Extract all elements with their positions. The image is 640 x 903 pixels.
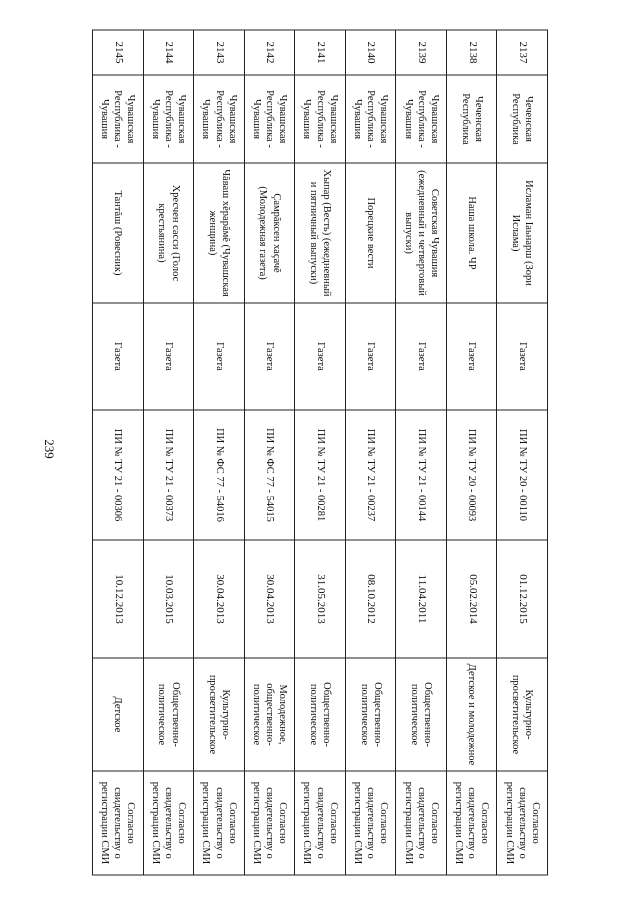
registration-certificate-cell: ПИ № ФС 77 - 54016 <box>194 410 245 540</box>
distribution-territory-cell: Согласно свидетельству о регистрации СМИ <box>143 771 194 875</box>
row-number-cell: 2144 <box>143 30 194 75</box>
row-number-cell: 2141 <box>295 30 346 75</box>
table-body <box>93 30 548 875</box>
registration-certificate-cell: ПИ № ТУ 20 - 00110 <box>497 410 548 540</box>
region-cell: Чувашская Республика - Чувашия <box>295 75 346 163</box>
distribution-form-cell: Газета <box>93 303 144 410</box>
topic-cell: Общественно-политическое <box>345 658 396 771</box>
topic-cell: Культурно-просветительское <box>497 658 548 771</box>
registration-certificate-cell: ПИ № ТУ 20 - 00093 <box>446 410 497 540</box>
table-row <box>497 30 548 875</box>
publication-name-cell: Çамрăксен хаçачĕ (Молодежная газета) <box>244 163 295 303</box>
distribution-form-cell: Газета <box>446 303 497 410</box>
publication-name-cell: Советская Чувашия (ежедневный и четверговый выпуски) <box>396 163 447 303</box>
topic-cell: Молодежное, общественно-политическое <box>244 658 295 771</box>
registration-date-cell: 10.03.2015 <box>143 540 194 658</box>
distribution-territory-cell: Согласно свидетельству о регистрации СМИ <box>446 771 497 875</box>
registration-certificate-cell: ПИ № ТУ 21 - 00281 <box>295 410 346 540</box>
topic-cell: Общественно-политическое <box>143 658 194 771</box>
registration-certificate-cell: ПИ № ТУ 21 - 00144 <box>396 410 447 540</box>
publication-name-cell: Порецкие вести <box>345 163 396 303</box>
publication-name-cell: Наша школа. ЧР <box>446 163 497 303</box>
row-number-cell: 2142 <box>244 30 295 75</box>
distribution-form-cell: Газета <box>497 303 548 410</box>
publication-name-cell: Исламан Iаьнарш (Зори Ислама) <box>497 163 548 303</box>
distribution-territory-cell: Согласно свидетельству о регистрации СМИ <box>295 771 346 875</box>
registration-date-cell: 05.02.2014 <box>446 540 497 658</box>
registration-certificate-cell: ПИ № ТУ 21 - 00373 <box>143 410 194 540</box>
table-row <box>143 30 194 875</box>
media-registry-table <box>92 30 548 876</box>
row-number-cell: 2138 <box>446 30 497 75</box>
table-row <box>446 30 497 875</box>
region-cell: Чувашская Республика - Чувашия <box>345 75 396 163</box>
distribution-form-cell: Газета <box>194 303 245 410</box>
registry-table-rotated <box>92 30 548 875</box>
publication-name-cell: Чăваш хĕрарăмĕ (Чувашская женщина) <box>194 163 245 303</box>
registration-date-cell: 08.10.2012 <box>345 540 396 658</box>
topic-cell: Культурно-просветительское <box>194 658 245 771</box>
distribution-territory-cell: Согласно свидетельству о регистрации СМИ <box>194 771 245 875</box>
distribution-territory-cell: Согласно свидетельству о регистрации СМИ <box>396 771 447 875</box>
table-row <box>295 30 346 875</box>
distribution-form-cell: Газета <box>244 303 295 410</box>
table-row <box>244 30 295 875</box>
page-number: 239 <box>42 439 57 459</box>
registration-certificate-cell: ПИ № ФС 77 - 54015 <box>244 410 295 540</box>
topic-cell: Детское <box>93 658 144 771</box>
row-number-cell: 2137 <box>497 30 548 75</box>
region-cell: Чувашская Республика - Чувашия <box>93 75 144 163</box>
row-number-cell: 2139 <box>396 30 447 75</box>
registration-date-cell: 01.12.2015 <box>497 540 548 658</box>
distribution-territory-cell: Согласно свидетельству о регистрации СМИ <box>345 771 396 875</box>
region-cell: Чувашская Республика - Чувашия <box>244 75 295 163</box>
publication-name-cell: Хыпар (Весть) (ежедневный и пятничный выпуски) <box>295 163 346 303</box>
row-number-cell: 2143 <box>194 30 245 75</box>
table-row <box>396 30 447 875</box>
registration-date-cell: 10.12.2013 <box>93 540 144 658</box>
region-cell: Чеченская Республика <box>446 75 497 163</box>
registration-date-cell: 30.04.2013 <box>194 540 245 658</box>
region-cell: Чеченская Республика <box>497 75 548 163</box>
distribution-territory-cell: Согласно свидетельству о регистрации СМИ <box>93 771 144 875</box>
table-row <box>194 30 245 875</box>
registration-certificate-cell: ПИ № ТУ 21 - 00306 <box>93 410 144 540</box>
distribution-form-cell: Газета <box>295 303 346 410</box>
registration-date-cell: 31.05.2013 <box>295 540 346 658</box>
distribution-territory-cell: Согласно свидетельству о регистрации СМИ <box>497 771 548 875</box>
distribution-territory-cell: Согласно свидетельству о регистрации СМИ <box>244 771 295 875</box>
publication-name-cell: Тантăш (Ровесник) <box>93 163 144 303</box>
registration-certificate-cell: ПИ № ТУ 21 - 00237 <box>345 410 396 540</box>
region-cell: Чувашская Республика - Чувашия <box>194 75 245 163</box>
region-cell: Чувашская Республика - Чувашия <box>396 75 447 163</box>
distribution-form-cell: Газета <box>345 303 396 410</box>
row-number-cell: 2145 <box>93 30 144 75</box>
topic-cell: Детское и молодежное <box>446 658 497 771</box>
table-row <box>345 30 396 875</box>
region-cell: Чувашская Республика - Чувашия <box>143 75 194 163</box>
topic-cell: Общественно-политическое <box>295 658 346 771</box>
row-number-cell: 2140 <box>345 30 396 75</box>
registration-date-cell: 30.04.2013 <box>244 540 295 658</box>
table-row <box>93 30 144 875</box>
distribution-form-cell: Газета <box>396 303 447 410</box>
publication-name-cell: Хресчен сасси (Голос крестьянина) <box>143 163 194 303</box>
distribution-form-cell: Газета <box>143 303 194 410</box>
registration-date-cell: 11.04.2011 <box>396 540 447 658</box>
topic-cell: Общественно-политическое <box>396 658 447 771</box>
